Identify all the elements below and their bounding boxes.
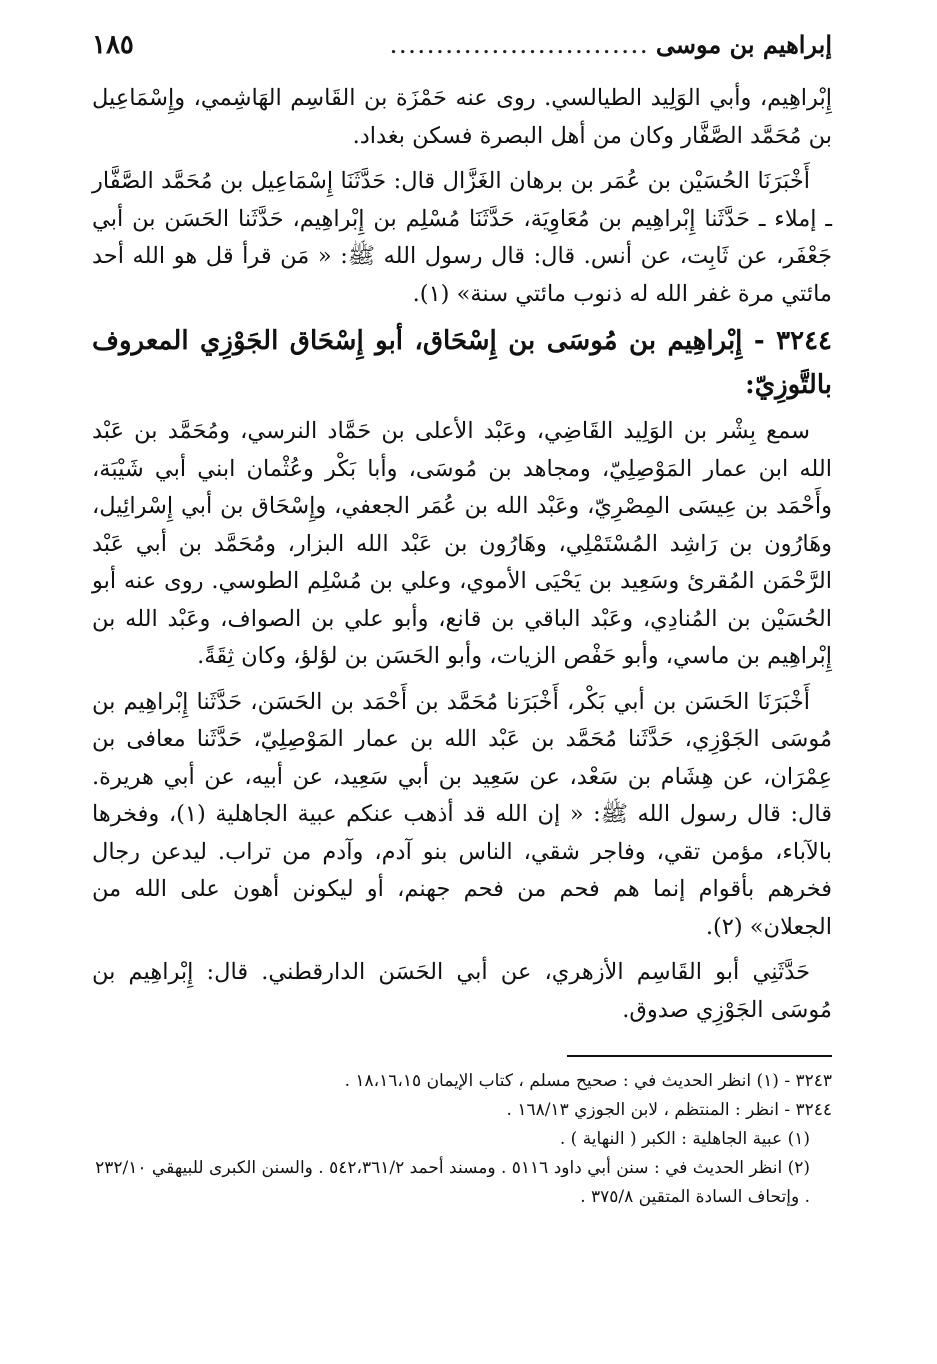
footnote-divider [567,1055,832,1057]
page-number: ١٨٥ [92,30,134,60]
paragraph-continuation: إِبْراهِيم، وأبي الوَلِيد الطيالسي. روى عنه حَمْزَة بن القَاسِم الهَاشِمي، وإِسْمَاعِيل بن مُحَمَّد الصَّفَّار وكان من أهل البصرة فسكن بغداد. [92,85,832,149]
paragraph-grading: حَدَّثَنِي أبو القَاسِم الأزهري، عن أبي الحَسَن الدارقطني. قال: إِبْراهِيم بن مُوسَى الجَوْزِي صدوق. [92,959,832,1023]
entry-heading: ٣٢٤٤ - إِبْراهِيم بن مُوسَى بن إِسْحَاق، أبو إِسْحَاق الجَوْزِي المعروف بالتَّوزِيّ: [92,326,832,400]
header-leader-dots: ............................ [390,37,650,58]
header-title: إبراهيم بن موسى [655,30,832,59]
paragraph-biography: سمع بِشْر بن الوَلِيد القَاضِي، وعَبْد الأعلى بن حَمَّاد النرسي، ومُحَمَّد بن عَبْد الله ابن عمار المَوْصِلِيّ، ومجاهد بن مُوسَى، وأبا بَكْر وعُثْمان ابني أبي شَيْبَة، وأَحْمَد بن عِيسَى المِصْرِيّ، وعَبْد الله بن عُمَر الجعفي، وإِسْحَاق بن أبي إِسْرائِيل، وهَارُون بن رَاشِد المُسْتَمْلِي، وهَارُون بن عَبْد الله البزار، ومُحَمَّد بن أبي عَبْد الرَّحْمَن المُقرئ وسَعِيد بن يَحْيَى الأموي، وعلي بن مُسْلِم الطوسي. روى عنه أبو الحُسَيْن بن المُنادِي، وعَبْد الباقي بن قانع، وأبو علي بن الصواف، وعَبْد الله بن إِبْراهِيم بن ماسي، وأبو حَفْص الزيات، وأبو الحَسَن بن لؤلؤ، وكان ثِقَةً. [92,418,832,669]
footnote-3243: ٣٢٤٣ - (١) انظر الحديث في : صحيح مسلم ، كتاب الإيمان ١٨،١٦،١٥ . [344,1071,832,1091]
footnote-2: (٢) انظر الحديث في : سنن أبي داود ٥١١٦ . ومسند أحمد ٥٤٢،٣٦١/٢ . والسنن الكبرى للبيهقي ٢٣٢/١٠ . وإتحاف السادة المتقين ٣٧٥/٨ . [95,1158,810,1207]
footnote-3244: ٣٢٤٤ - انظر : المنتظم ، لابن الجوزي ١٦٨/١٣ . [506,1100,832,1120]
book-page [92,30,832,1212]
footnote-1: (١) عبية الجاهلية : الكبر ( النهاية ) . [559,1129,810,1149]
paragraph-hadith-1: أَخْبَرَنَا الحُسَيْن بن عُمَر بن برهان الغَزَّال قال: حَدَّثَنَا إِسْمَاعِيل بن مُحَمَّد الصَّفَّار ـ إملاء ـ حَدَّثَنا إِبْراهِيم بن مُعَاوِيَة، حَدَّثَنَا مُسْلِم بن إِبْراهِيم، حَدَّثَنا الحَسَن بن أبي جَعْفَر، عن ثَابِت، عن أنس. قال: قال رسول الله ﷺ: « مَن قرأ قل هو الله أحد مائتي مرة غفر الله له ذنوب مائتي سنة» (١). [92,168,832,307]
running-header [92,30,832,80]
paragraph-hadith-2: أَخْبَرَنَا الحَسَن بن أبي بَكْر، أَخْبَرَنا مُحَمَّد بن أَحْمَد بن الحَسَن، حَدَّثَنا إِبْراهِيم بن مُوسَى الجَوْزِي، حَدَّثَنا مُحَمَّد بن عَبْد الله بن عمار المَوْصِلِيّ، حَدَّثَنا معافى بن عِمْرَان، عن هِشَام بن سَعْد، عن سَعِيد بن أبي سَعِيد، عن أبيه، عن أبي هريرة. قال: قال رسول الله ﷺ: « إن الله قد أذهب عنكم عبية الجاهلية (١)، وفخرها بالآباء، مؤمن تقي، وفاجر شقي، الناس بنو آدم، وآدم من تراب. ليدعن رجال فخرهم بأقوام إنما هم فحم من فحم جهنم، أو ليكونن أهون على الله من الجعلان» (٢). [92,688,832,940]
